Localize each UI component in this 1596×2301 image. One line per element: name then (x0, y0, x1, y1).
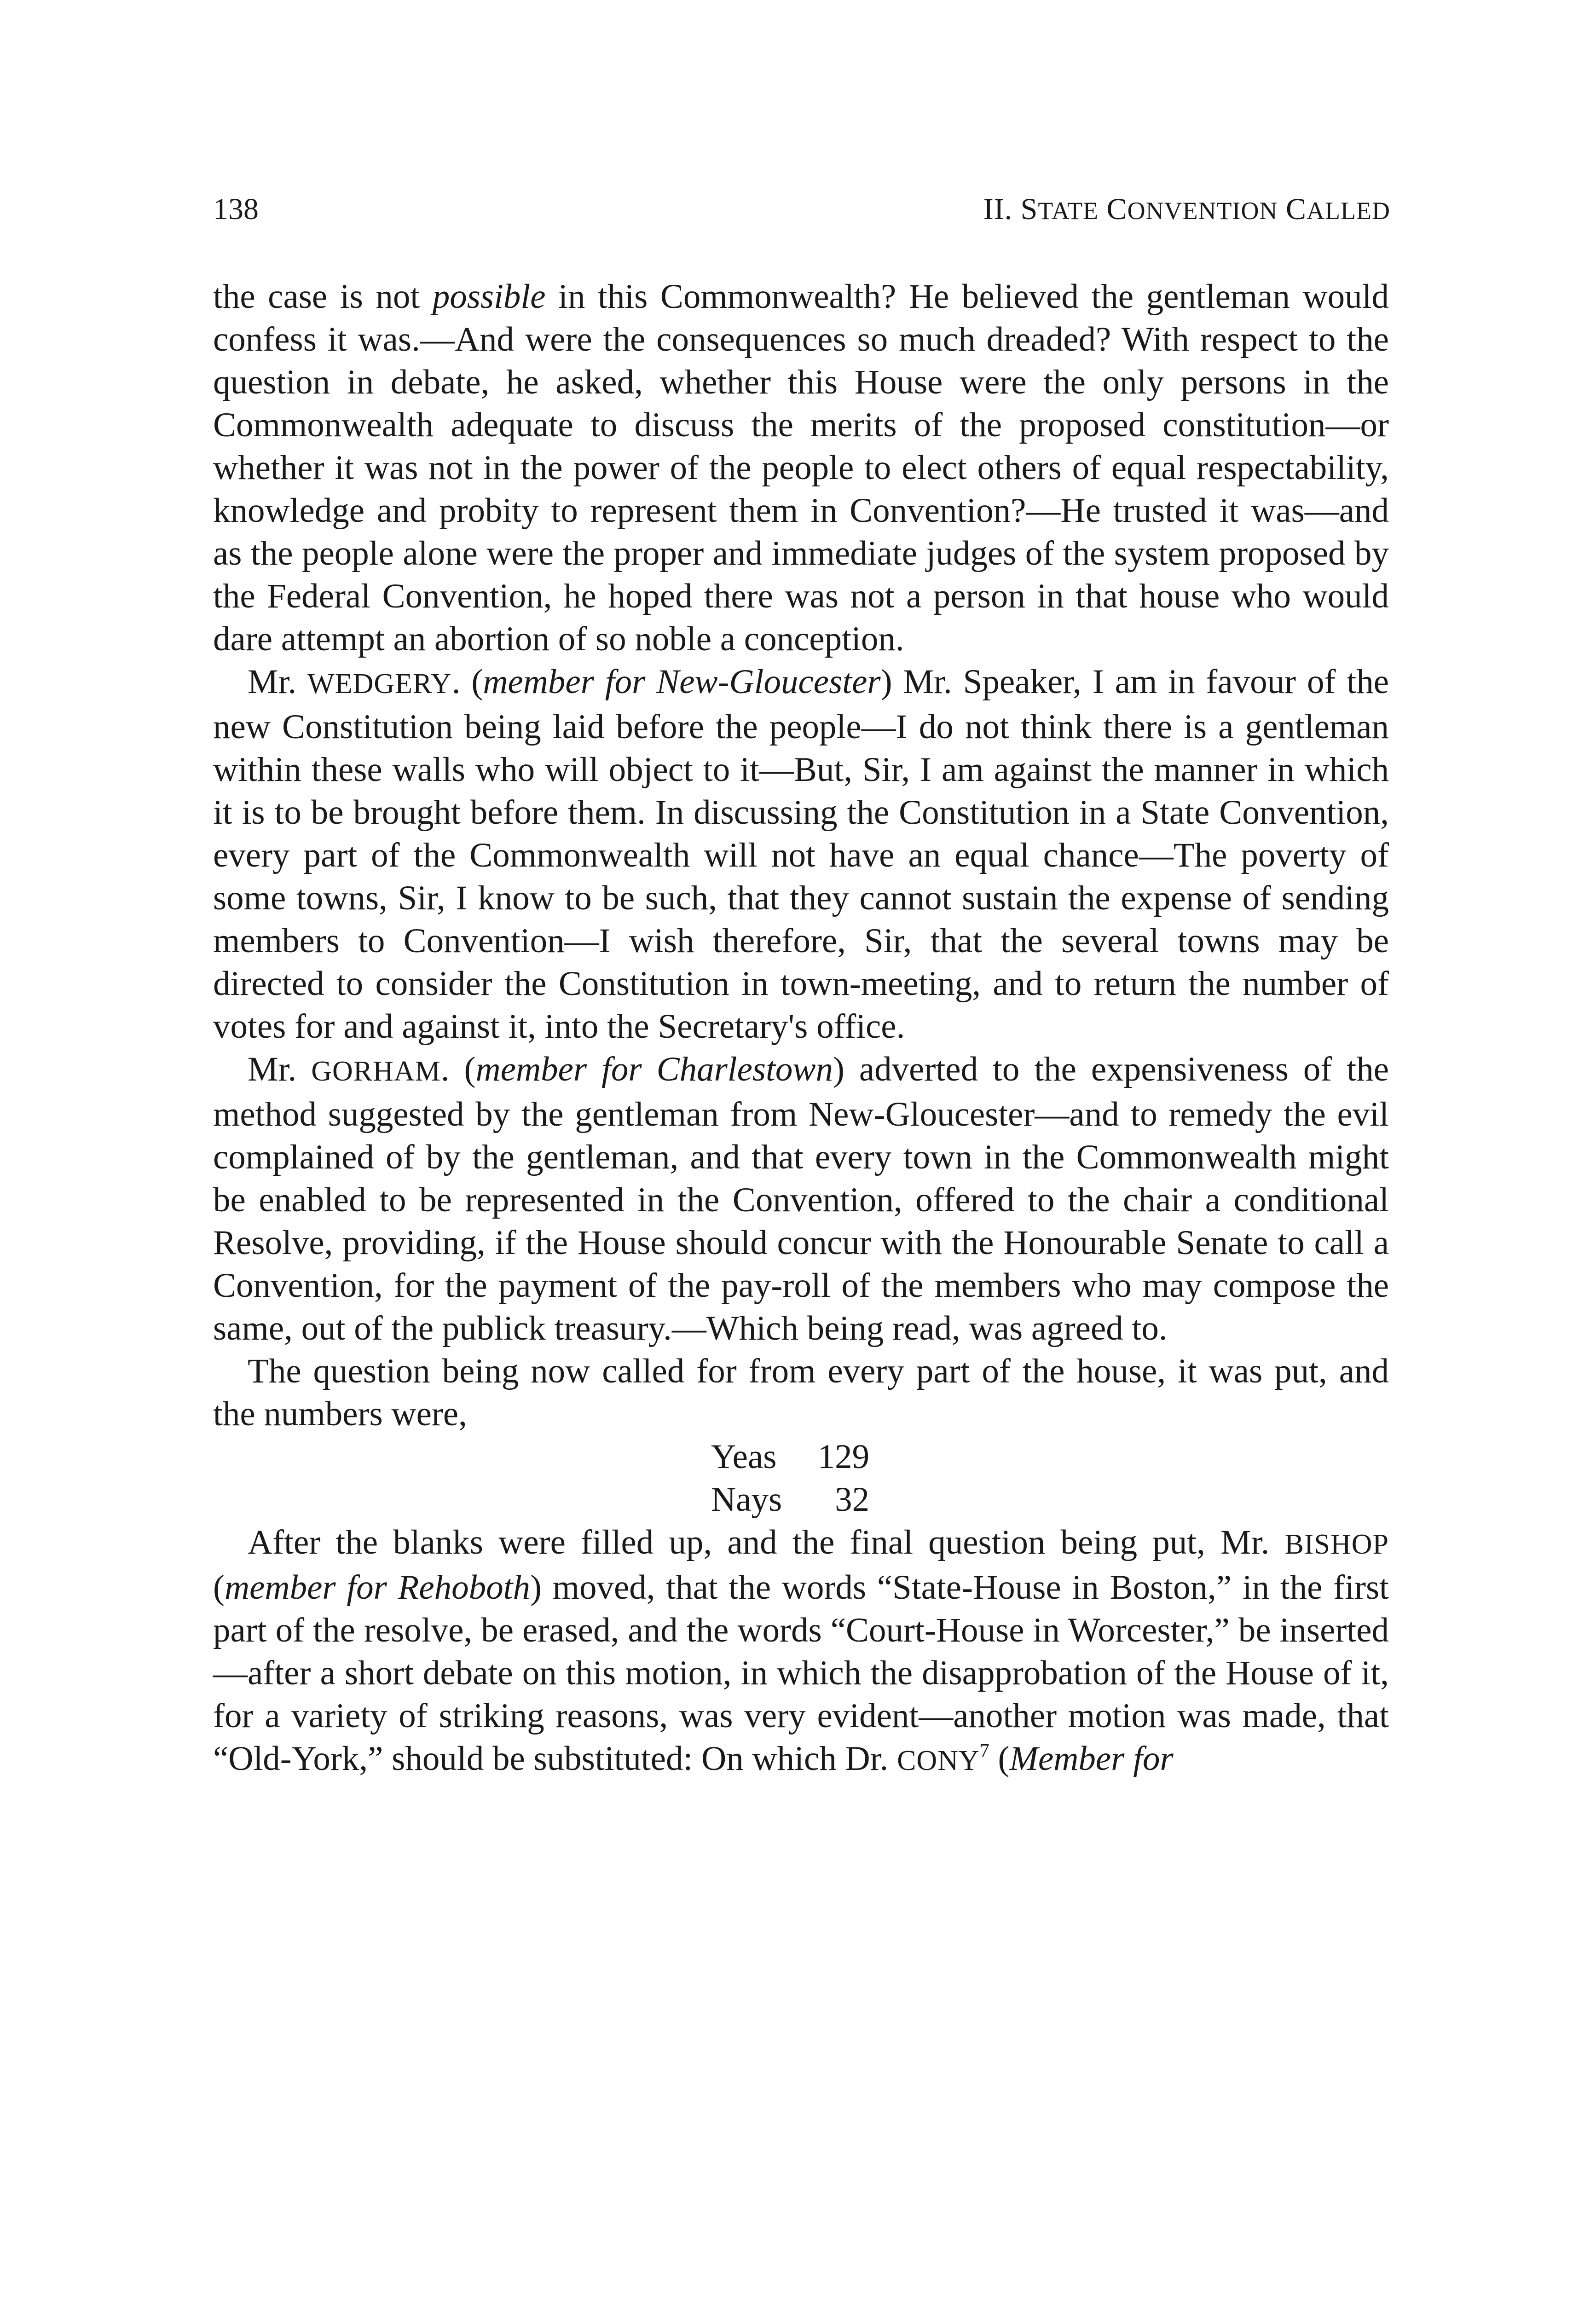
paragraph-1: the case is not possible in this Commonwealth? He believed the gentleman would confess it was.—And were the consequences so much dreaded? With respect to the question in debate, he asked, whether this House were the only persons in the Commonwealth adequate to discuss the merits of the proposed constitution—or whether it was not in the power of the people to elect others of equal respectability, knowledge and probity to represent them in Convention?—He trusted it was—and as the people alone were the proper and immediate judges of the system proposed by the Federal Convention, he hoped there was not a person in that house who would dare attempt an abortion of so noble a conception. (213, 278, 1389, 658)
paragraph-4: The question being now called for from every part of the house, it was put, and the numbers were, (213, 1352, 1389, 1433)
running-head: II. STATE CONVENTION CALLED (983, 192, 1390, 226)
paragraph-5: After the blanks were filled up, and the final question being put, Mr. BISHOP (member for Rehoboth) moved, that the words “State-House in Boston,” in the first part of the resolve, be erased, and the words “Court-House in Worcester,” be inserted—after a short debate on this motion, in which the disapprobation of the House of it, for a variety of striking reasons, was very evident—another motion was made, that “Old-York,” should be substituted: On which Dr. CONY$^7$ (Member for (213, 1523, 1389, 1778)
speaker-name: BISHOP (1284, 1529, 1389, 1560)
body-text (213, 275, 1389, 1782)
vote-row-yeas: Yeas 129 (711, 1438, 870, 1476)
footnote-marker: 7 (979, 1740, 989, 1762)
speaker-name: WEDGERY (307, 668, 452, 700)
paragraph-3: Mr. GORHAM. (member for Charlestown) adverted to the expensiveness of the method suggested by the gentleman from New-Gloucester—and to remedy the evil complained of by the gentleman, and that every town in the Commonwealth might be enabled to be represented in the Convention, offered to the chair a conditional Resolve, providing, if the House should concur with the Honourable Senate to call a Convention, for the payment of the pay-roll of the members who may compose the same, out of the publick treasury.—Which being read, was agreed to. (213, 1050, 1389, 1347)
vote-row-nays: Nays 32 (711, 1480, 870, 1519)
speaker-name: CONY (897, 1745, 980, 1776)
page-header (213, 189, 1390, 230)
speaker-name: GORHAM (311, 1056, 441, 1087)
paragraph-2: Mr. WEDGERY. (member for New-Gloucester) Mr. Speaker, I am in favour of the new Constitution being laid before the people—I do not think there is a gentleman within these walls who will object to it—But, Sir, I am against the manner in which it is to be brought before them. In discussing the Constitution in a State Convention, every part of the Commonwealth will not have an equal chance—The poverty of some towns, Sir, I know to be such, that they cannot sustain the expense of sending members to Convention—I wish therefore, Sir, that the several towns may be directed to consider the Constitution in town-meeting, and to return the number of votes for and against it, into the Secretary's office. (213, 663, 1389, 1046)
vote-tally (711, 1435, 869, 1521)
page-number: 138 (213, 192, 259, 226)
